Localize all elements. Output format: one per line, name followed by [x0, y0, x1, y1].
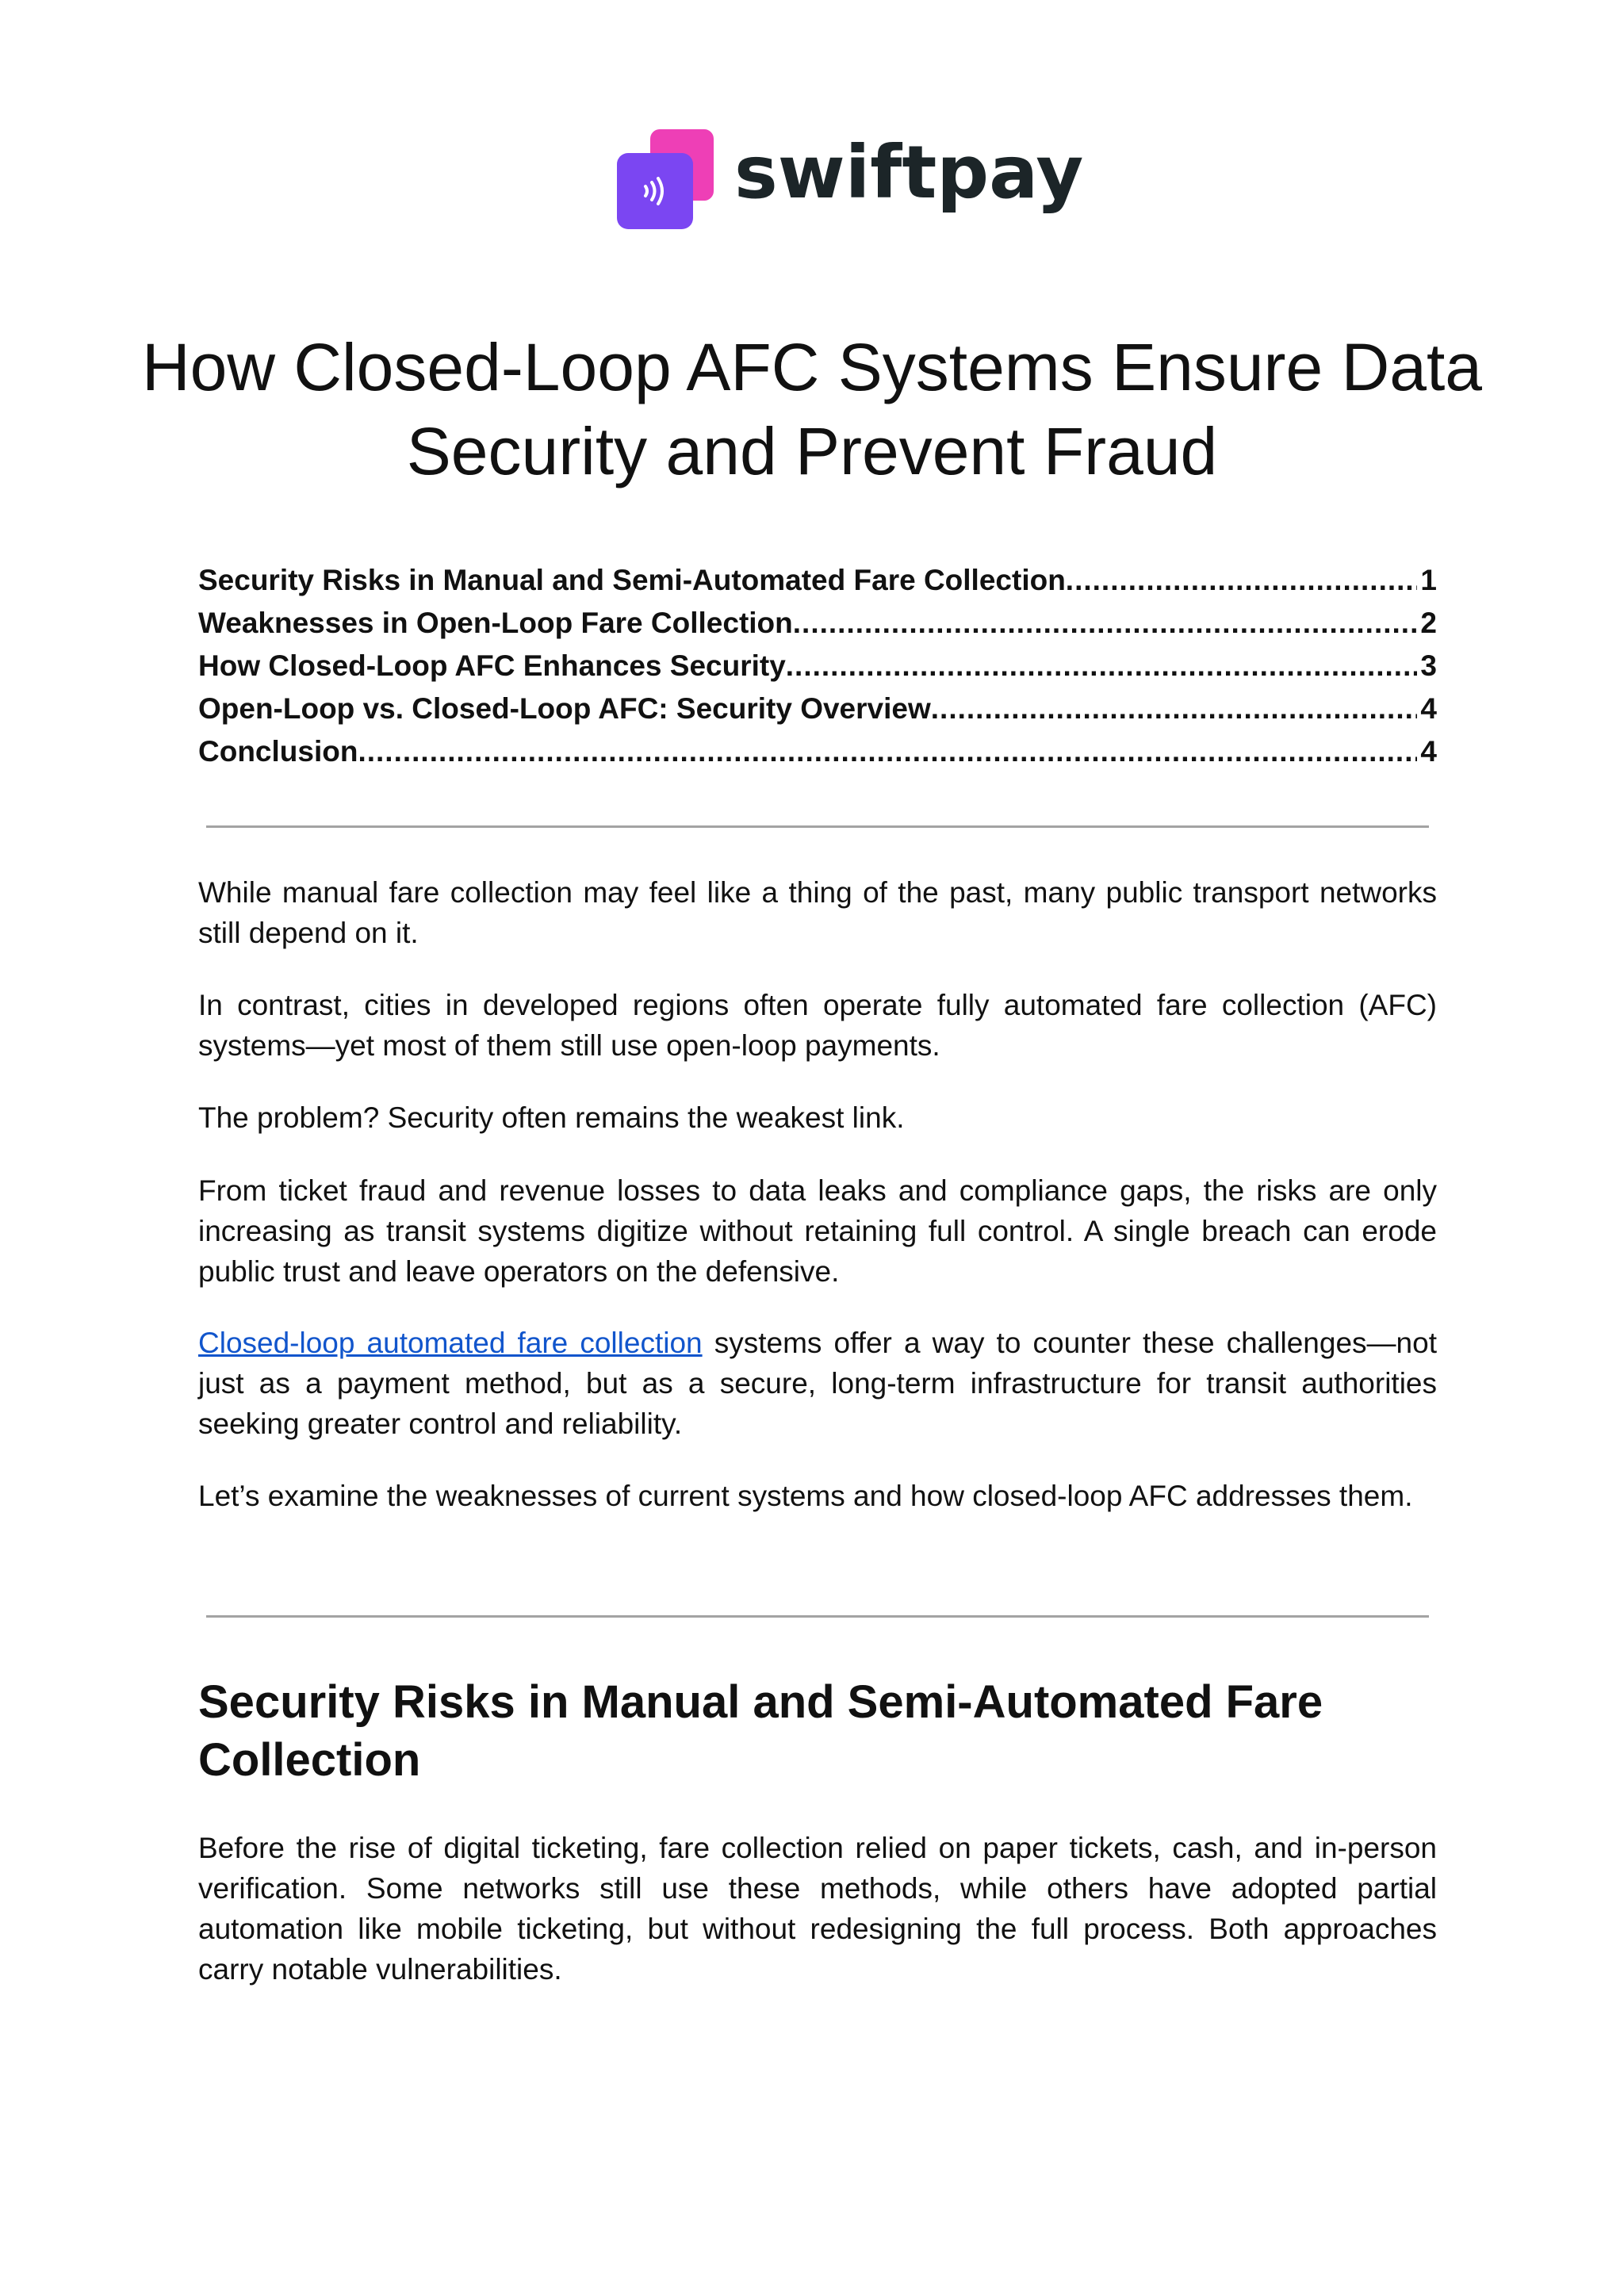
contactless-wave-icon: [634, 170, 676, 212]
table-of-contents: [198, 559, 1437, 773]
swiftpay-logo: [617, 129, 1083, 229]
toc-entry-page[interactable]: 3: [1420, 649, 1437, 682]
logo-wordmark: swiftpay: [734, 130, 1084, 215]
toc-entry[interactable]: [198, 730, 1437, 773]
toc-entry-page[interactable]: 2: [1420, 607, 1437, 639]
closed-loop-afc-link[interactable]: Closed-loop automated fare collection: [198, 1327, 703, 1359]
section-paragraph: Before the rise of digital ticketing, fare collection relied on paper tickets, cash, and in-person verification. Some networks still use these methods, while others have adopted partial automation like mobile ticketing, but without redesigning the full process. Both approaches carry notable vulnerabilities.: [198, 1832, 1437, 1986]
toc-entry-title[interactable]: How Closed-Loop AFC Enhances Security: [198, 649, 786, 682]
toc-entry[interactable]: [198, 559, 1437, 602]
intro-paragraph-with-link: Closed-loop automated fare collection systems offer a way to counter these challenges—not just as a payment method, but as a secure, long-term infrastructure for transit authorities seeking greater control and reliability.: [198, 1327, 1437, 1440]
toc-entry[interactable]: [198, 602, 1437, 645]
toc-entry-title[interactable]: Weaknesses in Open-Loop Fare Collection: [198, 607, 793, 639]
toc-entry-title[interactable]: Open-Loop vs. Closed-Loop AFC: Security Overview: [198, 692, 931, 725]
document-title: How Closed-Loop AFC Systems Ensure Data Security and Prevent Fraud: [141, 330, 1483, 488]
toc-entry-title[interactable]: Security Risks in Manual and Semi-Automated Fare Collection: [198, 564, 1066, 596]
toc-entry-page[interactable]: 1: [1420, 564, 1437, 596]
logo-mark: [617, 129, 717, 229]
horizontal-divider: [206, 825, 1429, 828]
intro-paragraph: While manual fare collection may feel like a thing of the past, many public transport networks still depend on it.: [198, 876, 1437, 949]
intro-paragraph: Let’s examine the weaknesses of current systems and how closed-loop AFC addresses them.: [198, 1480, 1413, 1512]
horizontal-divider: [206, 1615, 1429, 1618]
toc-entry[interactable]: [198, 645, 1437, 687]
toc-entry-page[interactable]: 4: [1420, 735, 1437, 768]
toc-entry[interactable]: [198, 687, 1437, 730]
section-heading: Security Risks in Manual and Semi-Automated Fare Collection: [198, 1676, 1323, 1786]
intro-paragraph: From ticket fraud and revenue losses to data leaks and compliance gaps, the risks are only increasing as transit systems digitize without retaining full control. A single breach can erode public trust and leave operators on the defensive.: [198, 1174, 1437, 1288]
intro-paragraph: In contrast, cities in developed regions often operate fully automated fare collection (AFC) systems—yet most of them still use open-loop payments.: [198, 989, 1437, 1062]
toc-entry-title[interactable]: Conclusion: [198, 735, 358, 768]
toc-entry-page[interactable]: 4: [1420, 692, 1437, 725]
intro-paragraph: The problem? Security often remains the weakest link.: [198, 1101, 905, 1134]
